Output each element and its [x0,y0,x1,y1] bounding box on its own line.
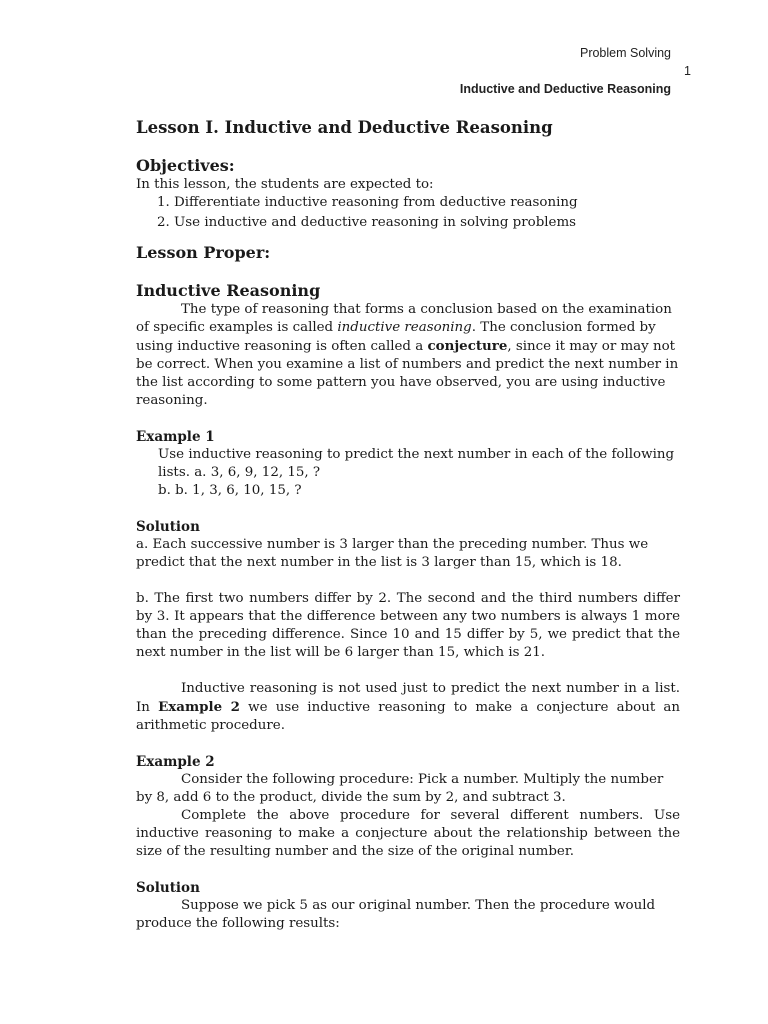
example1-solution-a: a. Each successive number is 3 larger than the preceding number. Thus we predict that the next number in the list is 3 larger than 15, which is 18. [136,537,649,570]
inductive-heading: Inductive Reasoning [136,281,321,300]
lesson-title: Lesson I. Inductive and Deductive Reasoning [136,118,553,137]
objective-item: 2. Use inductive and deductive reasoning in solving problems [174,214,680,232]
example1-heading: Example 1 [136,429,215,445]
example1-solution-b: b. The first two numbers differ by 2. The second and the third numbers differ by 3. It appears that the difference between any two numbers is always 1 more than the preceding difference. Since 10 and 15 differ by 5, we predict that the next number in the list will be 6 larger than 15, which is 21. [136,591,680,660]
objective-item: 1. Differentiate inductive reasoning from deductive reasoning [174,194,680,212]
objectives-intro: In this lesson, the students are expected to: [136,177,434,192]
example2-heading: Example 2 [136,754,215,770]
lesson-proper-heading: Lesson Proper: [136,243,271,262]
inductive-paragraph: The type of reasoning that forms a conclusion based on the examination of specific examples is called inductive reasoning. The conclusion formed by using inductive reasoning is often called a conjecture, since it may or may not be correct. When you examine a list of numbers and predict the next number in the list according to some pattern you have observed, you are using inductive reasoning. [136,302,679,408]
header-title: Problem Solving [579,46,671,60]
example2-solution-text: Suppose we pick 5 as our original number. Then the procedure would produce the following results: [136,898,656,931]
header-subtitle: Inductive and Deductive Reasoning [459,82,671,96]
example1-line3: b. b. 1, 3, 6, 10, 15, ? [158,483,302,498]
term-inductive-reasoning: inductive reasoning [337,320,472,335]
term-conjecture: conjecture [427,338,508,354]
example2-solution-heading: Solution [136,880,200,896]
example1-line1: Use inductive reasoning to predict the next number in each of the following [158,447,675,462]
page-number: 1 [684,64,691,78]
transition-paragraph: Inductive reasoning is not used just to predict the next number in a list. In Example 2 we use inductive reasoning to make a conjecture about an arithmetic procedure. [136,681,681,733]
objectives-list [136,194,680,232]
example2-paragraph2: Complete the above procedure for several different numbers. Use inductive reasoning to make a conjecture about the relationship between the size of the resulting number and the size of the original number. [136,808,680,859]
example1-body [136,446,680,482]
objectives-heading: Objectives: [136,156,235,175]
example1-line2: lists. a. 3, 6, 9, 12, 15, ? [158,465,321,480]
example2-paragraph1: Consider the following procedure: Pick a number. Multiply the number by 8, add 6 to the product, divide the sum by 2, and subtract 3. [136,772,664,805]
document-body [136,110,680,933]
example2-reference: Example 2 [158,699,240,715]
example1-solution-heading: Solution [136,519,200,535]
